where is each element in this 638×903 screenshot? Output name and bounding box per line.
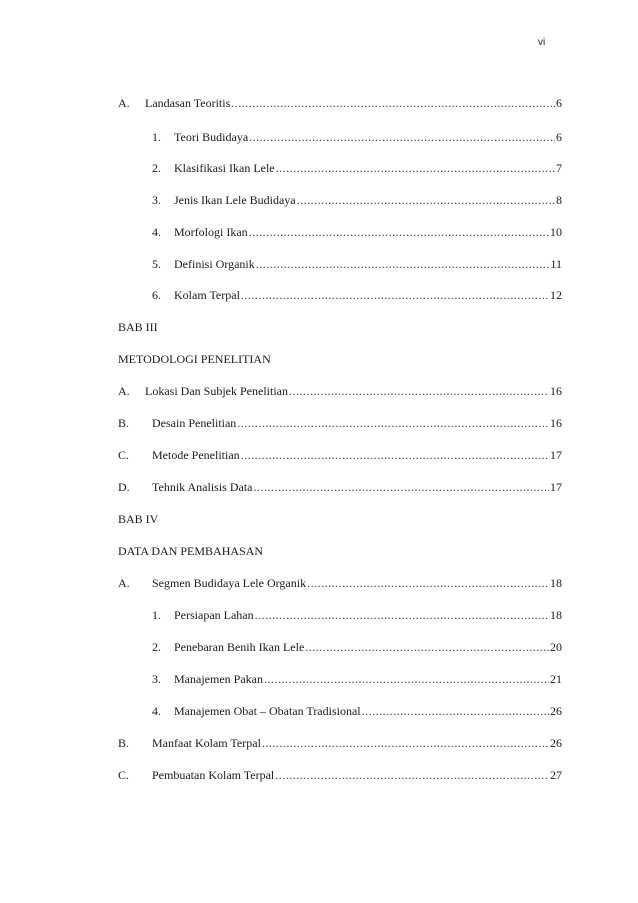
toc-leader [307,575,549,591]
toc-marker: 2. [152,640,161,654]
toc-page: 18 [550,608,562,622]
toc-leader [289,383,549,399]
toc-marker: A. [118,576,130,590]
toc-page: 12 [550,288,562,302]
chapter-title-data-pembahasan[interactable]: DATA DAN PEMBAHASAN [118,544,264,558]
toc-entry-kolam-terpal[interactable] [152,287,562,303]
toc-title: Pembuatan Kolam Terpal [152,768,275,782]
toc-entry-morfologi-ikan[interactable] [152,224,562,240]
toc-leader [237,415,549,431]
toc-page: 10 [550,225,562,239]
toc-leader [264,671,549,687]
toc-marker: 6. [152,288,161,302]
toc-entry-landasan-teoritis[interactable] [118,95,562,111]
toc-entry-definisi-organik[interactable] [152,256,562,272]
toc-page: 11 [550,257,562,271]
toc-entry-desain-penelitian[interactable] [118,415,562,431]
toc-page: 16 [550,384,562,398]
toc-page: 17 [550,448,562,462]
toc-marker: 4. [152,225,161,239]
page-number: vi [538,37,546,48]
toc-page: 8 [556,193,562,207]
toc-entry-manfaat-kolam-terpal[interactable] [118,735,562,751]
toc-title: Tehnik Analisis Data [152,480,253,494]
toc-marker: B. [118,736,130,750]
toc-page: 17 [550,480,562,494]
toc-page: 18 [550,576,562,590]
toc-title: Metode Penelitian [152,448,240,462]
toc-leader [255,607,549,623]
toc-leader [262,735,549,751]
toc-marker: 1. [152,130,161,144]
toc-leader [276,160,555,176]
toc-entry-segmen-budidaya[interactable] [118,575,562,591]
toc-title: Teori Budidaya [174,130,249,144]
toc-entry-manajemen-obat[interactable] [152,703,562,719]
toc-entry-metode-penelitian[interactable] [118,447,562,463]
toc-entry-lokasi-subjek[interactable] [118,383,562,399]
toc-marker: 3. [152,193,161,207]
toc-marker: A. [118,384,130,398]
toc-marker: 4. [152,704,161,718]
toc-title: Segmen Budidaya Lele Organik [152,576,307,590]
toc-marker: A. [118,96,130,110]
toc-title: Morfologi Ikan [174,225,248,239]
toc-marker: 2. [152,161,161,175]
toc-title: Persiapan Lahan [174,608,254,622]
toc-title: Manfaat Kolam Terpal [152,736,261,750]
toc-entry-klasifikasi-ikan-lele[interactable] [152,160,562,176]
toc-marker: 3. [152,672,161,686]
toc-title: Manajemen Obat – Obatan Tradisional [174,704,361,718]
toc-marker: 5. [152,257,161,271]
toc-title: Lokasi Dan Subjek Penelitian [145,384,288,398]
toc-leader [275,767,549,783]
chapter-heading-bab-iv[interactable]: BAB IV [118,512,159,526]
toc-entry-penebaran-benih[interactable] [152,639,562,655]
toc-title: Jenis Ikan Lele Budidaya [174,193,296,207]
toc-title: Kolam Terpal [174,288,240,302]
chapter-title-metodologi[interactable]: METODOLOGI PENELITIAN [118,352,271,366]
chapter-heading-bab-iii[interactable]: BAB III [118,320,158,334]
toc-marker: C. [118,448,130,462]
toc-leader [305,639,549,655]
toc-title: Landasan Teoritis [145,96,231,110]
toc-leader [241,447,549,463]
toc-leader [241,287,549,303]
toc-page: 20 [550,640,562,654]
toc-marker: 1. [152,608,161,622]
toc-marker: C. [118,768,130,782]
toc-leader [231,95,555,111]
toc-leader [249,224,549,240]
toc-marker: D. [118,480,130,494]
toc-title: Manajemen Pakan [174,672,263,686]
toc-marker: B. [118,416,130,430]
toc-page: 26 [550,736,562,750]
toc-entry-manajemen-pakan[interactable] [152,671,562,687]
toc-title: Definisi Organik [174,257,255,271]
toc-title: Desain Penelitian [152,416,237,430]
toc-page: 7 [556,161,562,175]
toc-leader [249,129,555,145]
toc-leader [362,703,549,719]
toc-leader [297,192,555,208]
toc-entry-teori-budidaya[interactable] [152,129,562,145]
toc-page: 6 [556,96,562,110]
toc-entry-persiapan-lahan[interactable] [152,607,562,623]
toc-entry-jenis-ikan-lele[interactable] [152,192,562,208]
toc-page: 16 [550,416,562,430]
toc-page: 27 [550,768,562,782]
toc-leader [253,479,549,495]
toc-page: 6 [556,130,562,144]
toc-leader [256,256,550,272]
toc-entry-tehnik-analisis[interactable] [118,479,562,495]
toc-title: Klasifikasi Ikan Lele [174,161,275,175]
toc-page: 26 [550,704,562,718]
toc-entry-pembuatan-kolam-terpal[interactable] [118,767,562,783]
toc-page: 21 [550,672,562,686]
toc-title: Penebaran Benih Ikan Lele [174,640,305,654]
